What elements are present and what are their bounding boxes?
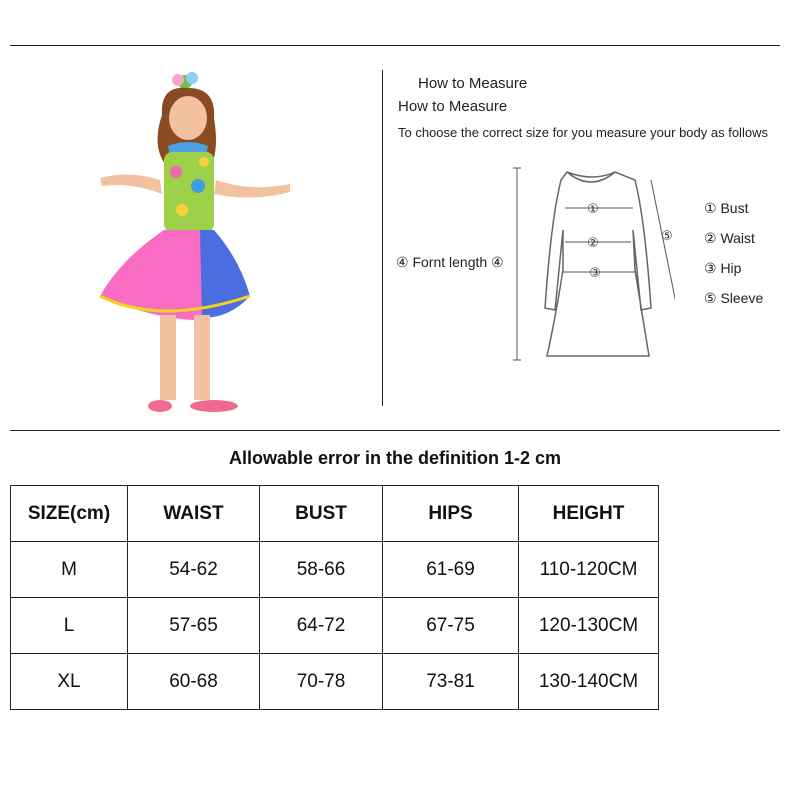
header-size: SIZE(cm) xyxy=(11,486,128,542)
legend-waist: ② Waist xyxy=(704,230,755,246)
cell-hips: 61-69 xyxy=(383,542,519,598)
measure-instruction: To choose the correct size for you measure your body as follows xyxy=(398,125,768,140)
headband-flower xyxy=(172,72,198,89)
sleeve-mark: ⑤ xyxy=(661,229,673,244)
how-to-measure-subheading: How to Measure xyxy=(398,98,508,115)
cell-bust: 58-66 xyxy=(260,542,383,598)
cell-hips: 67-75 xyxy=(383,598,519,654)
header-waist: WAIST xyxy=(128,486,260,542)
left-shoe xyxy=(148,400,172,412)
table-header-row xyxy=(11,486,659,542)
garment-diagram xyxy=(505,160,675,370)
measure-legend xyxy=(704,198,763,318)
cell-height: 130-140CM xyxy=(519,654,659,710)
cell-height: 120-130CM xyxy=(519,598,659,654)
top-divider xyxy=(10,45,780,46)
table-row xyxy=(11,598,659,654)
vertical-divider xyxy=(382,70,383,406)
right-leg xyxy=(194,315,210,400)
header-height: HEIGHT xyxy=(519,486,659,542)
cell-bust: 64-72 xyxy=(260,598,383,654)
waist-mark: ② xyxy=(587,236,599,251)
left-arm xyxy=(100,174,162,194)
cell-waist: 54-62 xyxy=(128,542,260,598)
legend-hip: ③ Hip xyxy=(704,260,742,276)
header-hips: HIPS xyxy=(383,486,519,542)
right-arm xyxy=(214,180,290,198)
legend-bust: ① Bust xyxy=(704,200,749,216)
size-chart-table xyxy=(10,485,659,710)
bust-mark: ① xyxy=(587,202,599,217)
dress-outline xyxy=(545,172,651,356)
cell-waist: 57-65 xyxy=(128,598,260,654)
middle-divider xyxy=(10,430,780,431)
left-leg xyxy=(160,315,176,400)
legend-sleeve: ⑤ Sleeve xyxy=(704,290,764,306)
table-row xyxy=(11,654,659,710)
cell-hips: 73-81 xyxy=(383,654,519,710)
product-photo xyxy=(90,60,300,420)
tutu-skirt-pink xyxy=(100,230,212,320)
table-row xyxy=(11,542,659,598)
how-to-measure-heading: How to Measure xyxy=(418,75,528,92)
cell-bust: 70-78 xyxy=(260,654,383,710)
allowable-error-caption: Allowable error in the definition 1-2 cm xyxy=(228,448,562,468)
cell-size: L xyxy=(11,598,128,654)
face xyxy=(169,96,207,140)
header-bust: BUST xyxy=(260,486,383,542)
cell-size: M xyxy=(11,542,128,598)
right-shoe xyxy=(190,400,238,412)
cell-size: XL xyxy=(11,654,128,710)
front-length-label: ④ Fornt length ④ xyxy=(396,254,504,270)
hip-mark: ③ xyxy=(589,266,601,281)
cell-waist: 60-68 xyxy=(128,654,260,710)
cell-height: 110-120CM xyxy=(519,542,659,598)
